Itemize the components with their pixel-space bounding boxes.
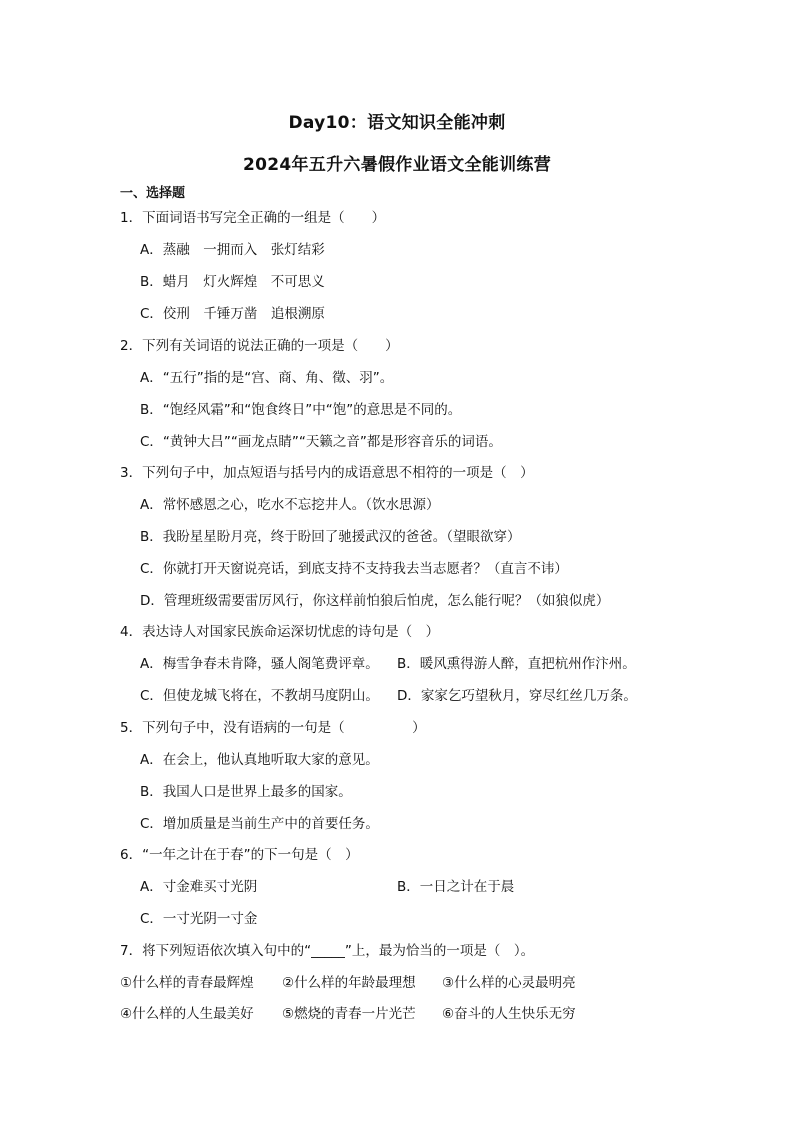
phrase-4: ④什么样的人生最美好 xyxy=(120,1006,254,1022)
question-3-option-b: B．我盼星星盼月亮，终于盼回了驰援武汉的爸爸。（望眼欲穿） xyxy=(140,529,521,545)
question-1-option-b: B．蜡月 灯火辉煌 不可思义 xyxy=(140,274,325,290)
question-3-option-a: A．常怀感恩之心，吃水不忘挖井人。（饮水思源） xyxy=(140,497,440,513)
question-4-option-a: A．梅雪争春未肯降，骚人阁笔费评章。 xyxy=(140,656,379,672)
question-4-option-b: B．暖风熏得游人醉，直把杭州作汴州。 xyxy=(397,656,636,672)
page-subtitle: 2024年五升六暑假作业语文全能训练营 xyxy=(242,155,551,175)
phrase-5: ⑤燃烧的青春一片光芒 xyxy=(282,1006,416,1022)
question-5-option-c: C．增加质量是当前生产中的首要任务。 xyxy=(140,816,379,832)
question-6-option-c: C．一寸光阴一寸金 xyxy=(140,911,258,927)
question-5-option-b: B．我国人口是世界上最多的国家。 xyxy=(140,784,352,800)
question-2-option-b: B．“饱经风霜”和“饱食终日”中“饱”的意思是不同的。 xyxy=(140,402,462,418)
question-7-stem: 7．将下列短语依次填入句中的“_____”上，最为恰当的一项是（ ）。 xyxy=(120,943,535,959)
question-3-option-c: C．你就打开天窗说亮话，到底支持不支持我去当志愿者？（直言不讳） xyxy=(140,561,568,577)
question-1-option-a: A．蒸融 一拥而入 张灯结彩 xyxy=(140,242,325,258)
phrase-3: ③什么样的心灵最明亮 xyxy=(442,975,576,991)
question-2-option-c: C．“黄钟大吕”“画龙点睛”“天籁之音”都是形容音乐的词语。 xyxy=(140,434,502,450)
page-title: Day10：语文知识全能冲刺 xyxy=(288,113,506,133)
question-5-stem: 5．下列句子中，没有语病的一句是（ ） xyxy=(120,720,426,736)
question-1-stem: 1．下面词语书写完全正确的一组是（ ） xyxy=(120,210,386,226)
question-4-option-c: C．但使龙城飞将在，不教胡马度阴山。 xyxy=(140,688,379,704)
section-heading: 一、选择题 xyxy=(120,186,186,201)
question-4-stem: 4．表达诗人对国家民族命运深切忧虑的诗句是（ ） xyxy=(120,624,440,640)
question-2-option-a: A．“五行”指的是“宫、商、角、徵、羽”。 xyxy=(140,370,394,386)
question-6-option-a: A．寸金难买寸光阴 xyxy=(140,879,258,895)
question-5-option-a: A．在会上，他认真地听取大家的意见。 xyxy=(140,752,379,768)
phrase-2: ②什么样的年龄最理想 xyxy=(282,975,416,991)
question-6-option-b: B．一日之计在于晨 xyxy=(397,879,515,895)
question-1-option-c: C．佼刑 千锤万凿 追根溯原 xyxy=(140,306,325,322)
question-3-option-d: D．管理班级需要雷厉风行，你这样前怕狼后怕虎，怎么能行呢？（如狼似虎） xyxy=(140,593,610,609)
question-2-stem: 2．下列有关词语的说法正确的一项是（ ） xyxy=(120,338,399,354)
question-4-option-d: D．家家乞巧望秋月，穿尽红丝几万条。 xyxy=(397,688,637,704)
question-6-stem: 6．“一年之计在于春”的下一句是（ ） xyxy=(120,847,359,863)
question-3-stem: 3．下列句子中，加点短语与括号内的成语意思不相符的一项是（ ） xyxy=(120,465,534,481)
phrase-1: ①什么样的青春最辉煌 xyxy=(120,975,254,991)
phrase-6: ⑥奋斗的人生快乐无穷 xyxy=(442,1006,576,1022)
